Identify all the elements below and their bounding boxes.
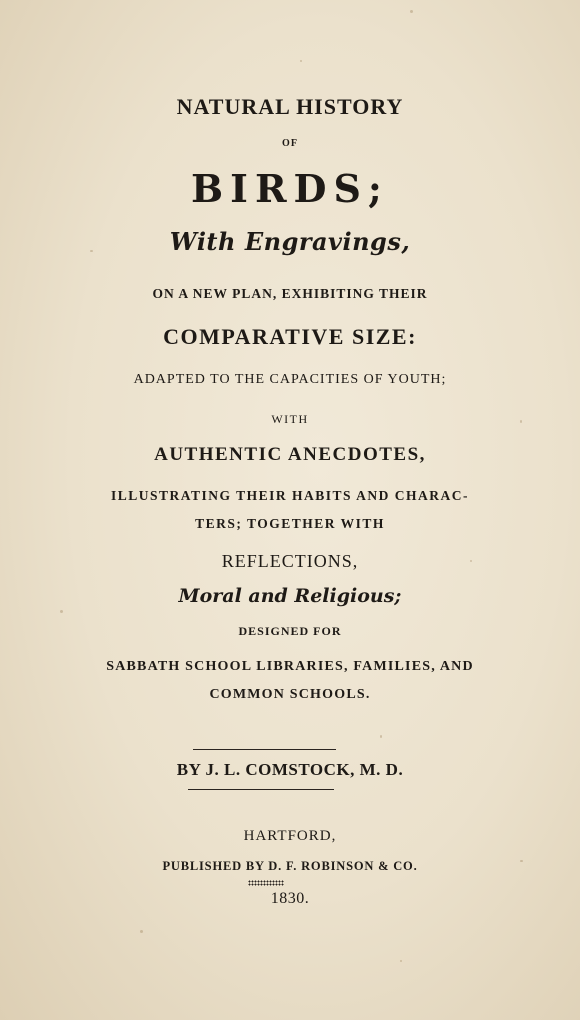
line-reflections: REFLECTIONS, [221, 551, 359, 571]
author-line: BY J. L. COMSTOCK, M. D. [176, 760, 404, 779]
title-of: OF [282, 138, 298, 149]
line-authentic-anecdotes: AUTHENTIC ANECDOTES, [154, 444, 426, 465]
title-natural-history: NATURAL HISTORY [176, 94, 404, 119]
line-comparative-size: COMPARATIVE SIZE: [163, 324, 417, 349]
imprint-year: 1830. [270, 890, 310, 907]
imprint-place: HARTFORD, [243, 828, 337, 844]
line-common-schools: COMMON SCHOOLS. [209, 687, 371, 702]
line-ters-together: TERS; TOGETHER WITH [195, 516, 385, 531]
line-designed-for: DESIGNED FOR [238, 624, 342, 638]
author-rule-top [193, 749, 336, 750]
author-rule-bottom [188, 789, 334, 790]
imprint-dotted-rule [248, 880, 284, 886]
line-moral-religious: Moral and Religious; [178, 585, 402, 607]
line-adapted: ADAPTED TO THE CAPACITIES OF YOUTH; [133, 372, 447, 387]
line-with: WITH [271, 412, 309, 426]
imprint-publisher: PUBLISHED BY D. F. ROBINSON & CO. [162, 859, 418, 873]
line-sabbath-school: SABBATH SCHOOL LIBRARIES, FAMILIES, AND [106, 659, 474, 674]
title-birds: BIRDS; [191, 166, 389, 211]
line-new-plan: ON A NEW PLAN, EXHIBITING THEIR [152, 286, 428, 301]
line-illustrating: ILLUSTRATING THEIR HABITS AND CHARAC- [110, 488, 470, 503]
subtitle-with-engravings: With Engravings, [169, 227, 411, 256]
